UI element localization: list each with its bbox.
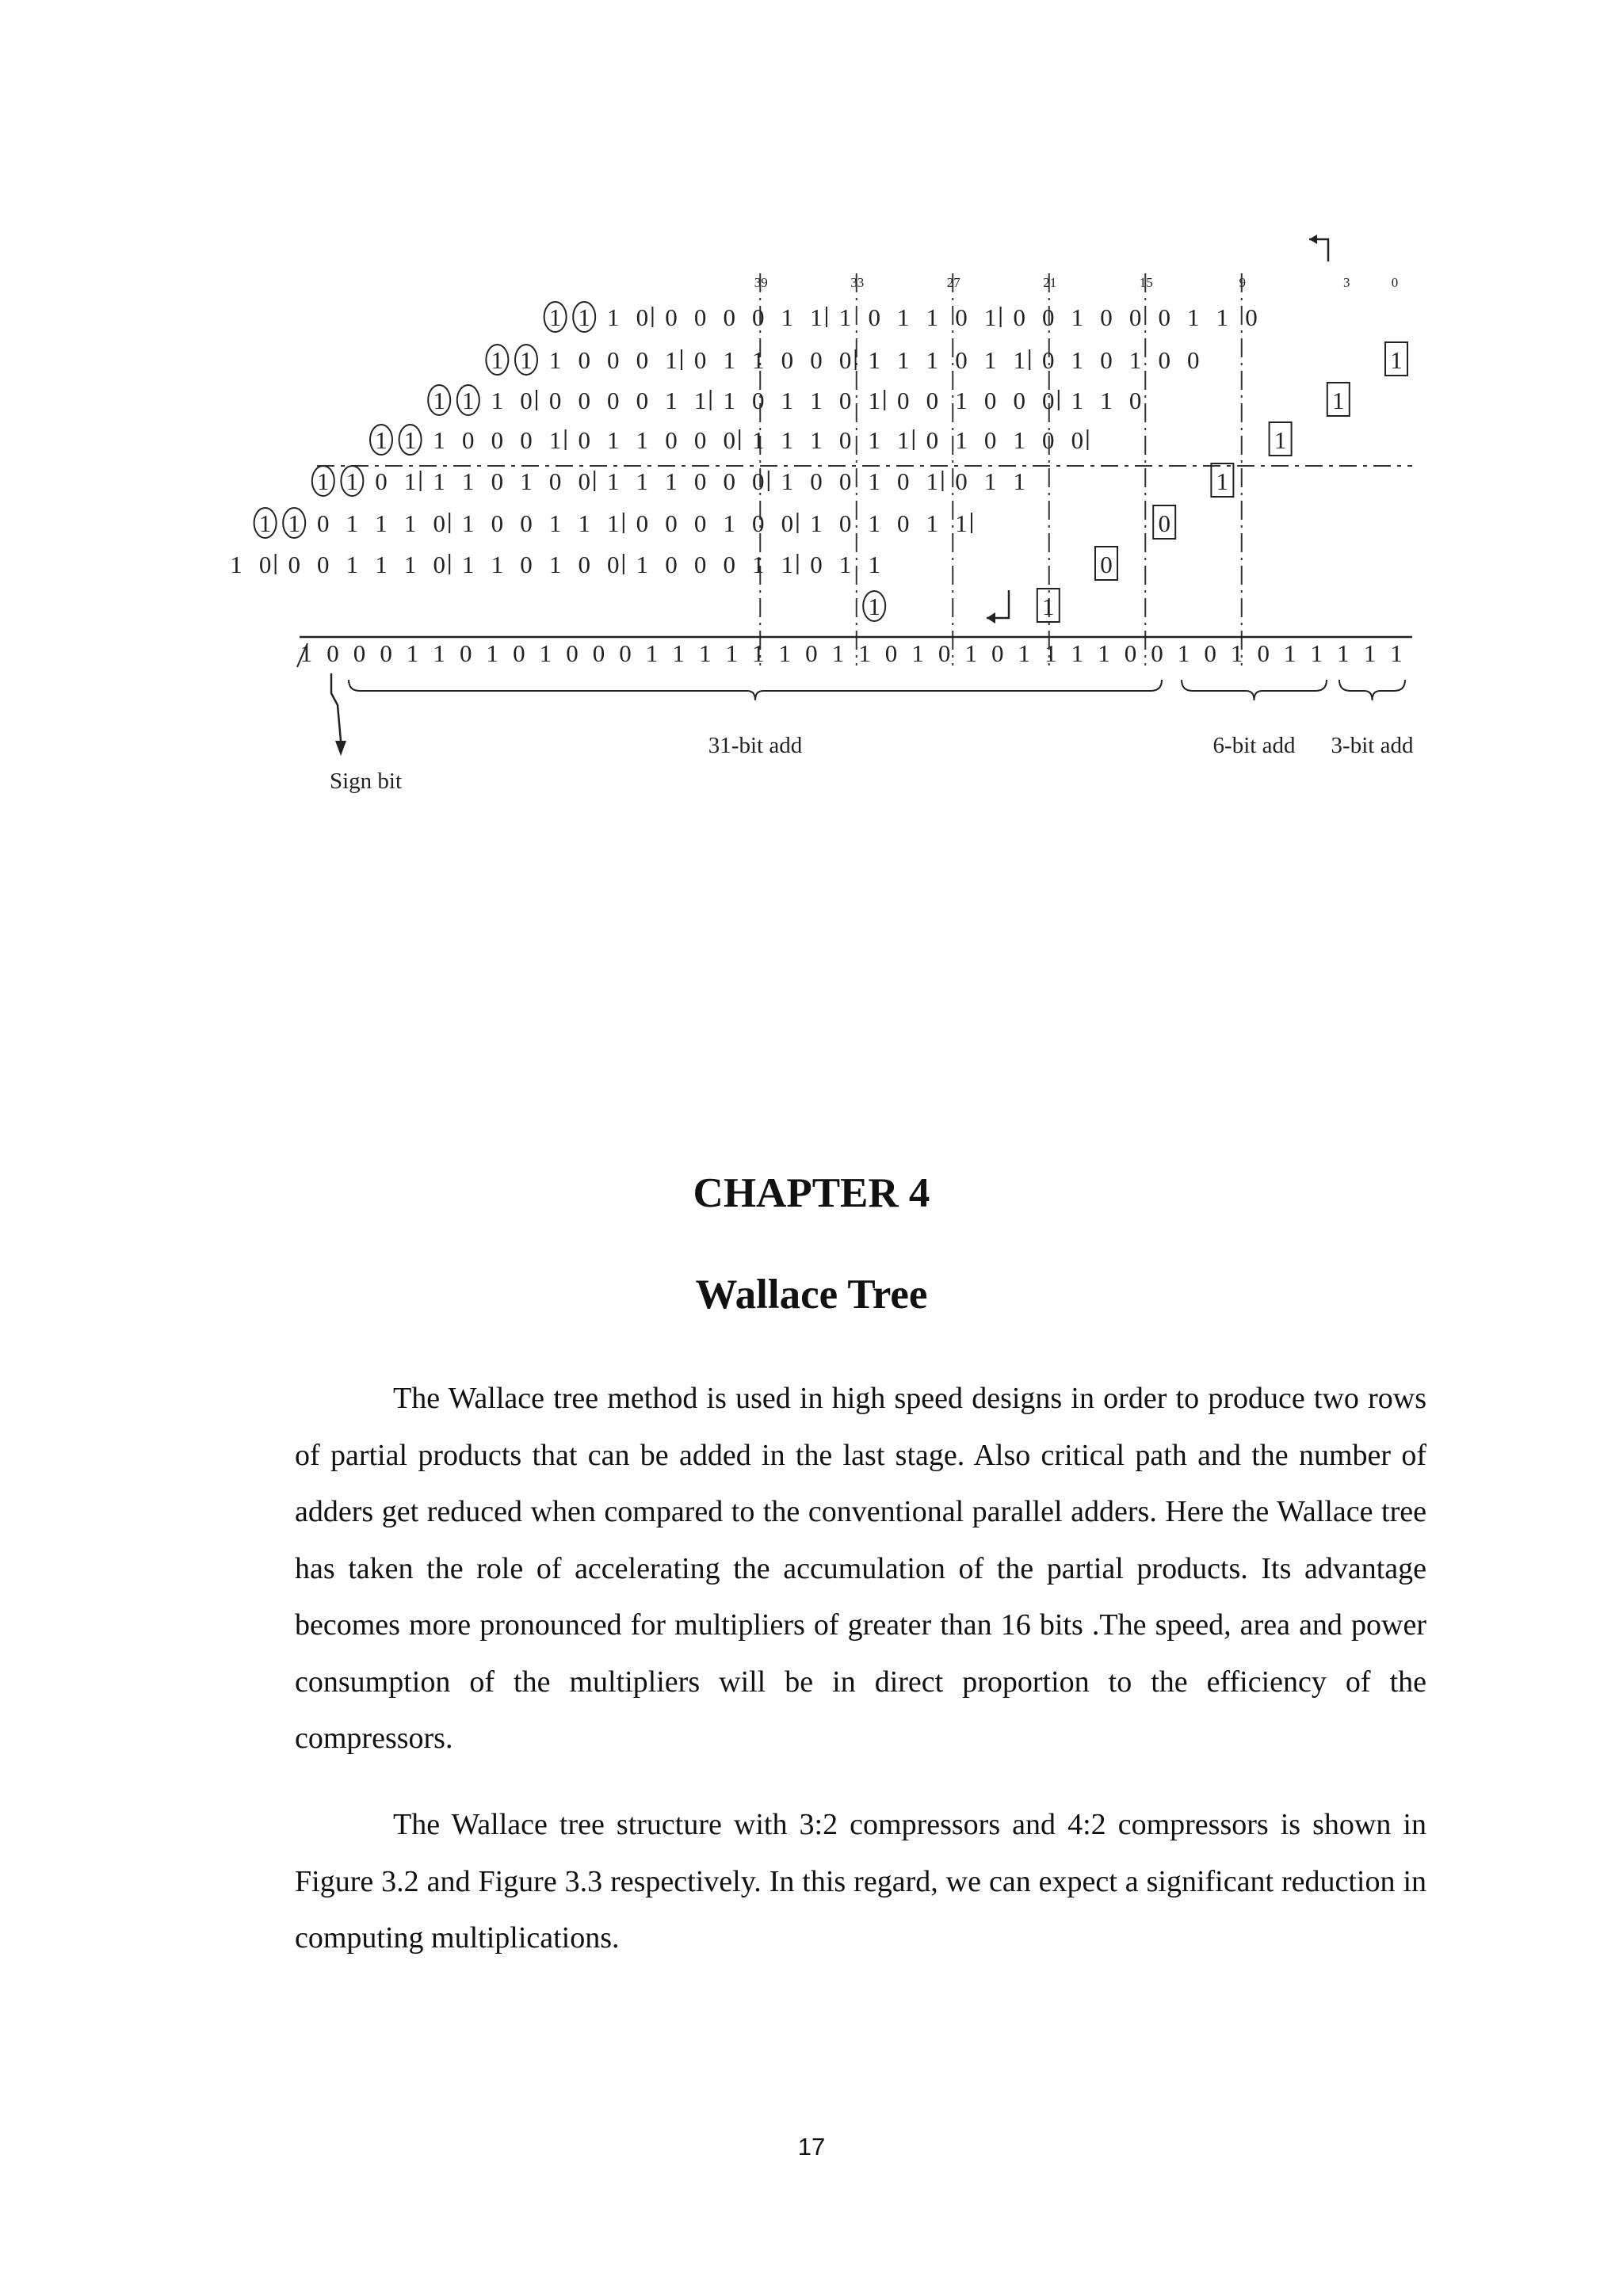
- bit: 1: [317, 467, 330, 495]
- bit: 1: [781, 551, 794, 578]
- bit: 1: [607, 467, 620, 495]
- bit: 1: [1013, 346, 1025, 374]
- bit: 0: [781, 346, 794, 374]
- bit: 1: [636, 426, 649, 454]
- column-marker-3: 3: [1343, 275, 1350, 290]
- bit: 1: [665, 387, 678, 414]
- corner-arrowhead-icon: [1309, 235, 1317, 244]
- bit: 0: [1128, 303, 1142, 331]
- bit: 1: [520, 346, 533, 374]
- bit: 1: [723, 346, 735, 374]
- bit: 1: [1100, 387, 1113, 414]
- bit: 0: [1013, 387, 1025, 414]
- result-bit: 1: [1363, 639, 1377, 667]
- partial-product-row-2: [486, 342, 1407, 376]
- bit: 1: [491, 551, 504, 578]
- bit: 0: [723, 551, 735, 578]
- bit: 0: [693, 551, 707, 578]
- bit: 1: [1071, 387, 1084, 414]
- bit: 1: [403, 509, 417, 537]
- bit: 1: [1013, 426, 1025, 454]
- partial-product-row-5: [312, 463, 1234, 497]
- result-bit: 1: [672, 639, 685, 667]
- bit: 0: [607, 551, 620, 578]
- result-bit: 0: [619, 639, 632, 667]
- bit: 0: [578, 467, 590, 495]
- bit: 0: [1042, 426, 1055, 454]
- bit: 0: [1245, 303, 1258, 331]
- bit: 0: [955, 346, 968, 374]
- boxed-bit: 0: [1158, 509, 1170, 537]
- bit: 0: [433, 551, 445, 578]
- bit: 0: [897, 467, 910, 495]
- bit: 0: [1071, 426, 1084, 454]
- result-bit: 0: [805, 639, 818, 667]
- result-bit: 1: [1310, 639, 1323, 667]
- bit: 1: [462, 387, 475, 414]
- bit: 0: [607, 387, 620, 414]
- result-bit: 1: [300, 639, 313, 667]
- bit: 1: [838, 551, 852, 578]
- bit: 0: [636, 303, 649, 331]
- bit: 1: [926, 346, 939, 374]
- bit: 0: [520, 551, 533, 578]
- bit: 0: [548, 467, 562, 495]
- result-bit: 1: [645, 639, 659, 667]
- bit: 1: [868, 346, 880, 374]
- bit: 1: [1216, 303, 1229, 331]
- bit: 1: [781, 387, 794, 414]
- bit: 1: [897, 346, 910, 374]
- bit: 1: [810, 509, 823, 537]
- bit: 0: [578, 551, 590, 578]
- boxed-bit: 1: [1216, 467, 1229, 495]
- bit: 1: [548, 426, 562, 454]
- bit: 1: [926, 467, 939, 495]
- bit: 1: [346, 509, 359, 537]
- bit: 1: [868, 387, 880, 414]
- boxed-bit: 0: [1100, 551, 1113, 578]
- result-bit: 0: [1124, 639, 1137, 667]
- partial-product-row-7: [230, 547, 1117, 580]
- bit: 1: [462, 509, 475, 537]
- bit: 0: [288, 551, 300, 578]
- column-marker-15: 15: [1139, 275, 1153, 290]
- result-bit: 1: [1018, 639, 1031, 667]
- bit: 1: [781, 303, 794, 331]
- bit: 0: [317, 551, 330, 578]
- bit: 1: [462, 551, 475, 578]
- bit: 1: [548, 551, 562, 578]
- partial-product-rows: [230, 302, 1407, 624]
- bit: 0: [520, 509, 533, 537]
- result-bit: 1: [1230, 639, 1243, 667]
- bit: 0: [462, 426, 475, 454]
- sign-arrow-line: [331, 673, 341, 741]
- bit: 1: [781, 426, 794, 454]
- sign-arrowhead-icon: [335, 741, 346, 756]
- bit: 0: [578, 387, 590, 414]
- bit: 0: [578, 426, 590, 454]
- bit: 0: [723, 426, 735, 454]
- bit: 1: [983, 467, 997, 495]
- bit: 0: [752, 387, 765, 414]
- bit: 1: [838, 303, 852, 331]
- result-bit: 1: [1177, 639, 1190, 667]
- result-bit: 1: [433, 639, 445, 667]
- bit: 0: [781, 509, 794, 537]
- result-bit: 1: [752, 639, 765, 667]
- result-bit: 0: [566, 639, 579, 667]
- bit: 0: [897, 509, 910, 537]
- page-number: 17: [797, 2133, 826, 2161]
- partial-product-row-3: [428, 383, 1350, 416]
- bit: 0: [752, 509, 765, 537]
- result-bit: 0: [592, 639, 605, 667]
- column-marker-9: 9: [1239, 275, 1246, 290]
- bit: 0: [433, 509, 445, 537]
- chapter-number: CHAPTER 4: [693, 1170, 930, 1216]
- bit: 0: [1100, 303, 1113, 331]
- bit: 1: [258, 509, 272, 537]
- bit: 1: [578, 303, 590, 331]
- brace-label-3: 3-bit add: [1331, 733, 1414, 758]
- column-marker-27: 27: [946, 275, 960, 290]
- bit: 0: [983, 387, 997, 414]
- bit: 1: [926, 303, 939, 331]
- bit: 0: [665, 426, 678, 454]
- bit: 0: [607, 346, 620, 374]
- bit: 0: [693, 509, 707, 537]
- bit: 0: [838, 426, 852, 454]
- bit: 1: [462, 467, 475, 495]
- paragraph-2: The Wallace tree structure with 3:2 compressors and 4:2 compressors is shown in Figure 3.2 and Figure 3.3 respectively. In this regard, we can expect a significant reduction in computing multiplications.: [295, 1808, 1426, 1955]
- bit: 1: [491, 346, 504, 374]
- bit: 1: [665, 467, 678, 495]
- boxed-bit: 1: [1274, 426, 1287, 454]
- bit: 1: [810, 426, 823, 454]
- result-bit: 1: [964, 639, 977, 667]
- bit: 0: [1158, 303, 1170, 331]
- bit: 1: [868, 467, 880, 495]
- partial-product-row-4: [370, 422, 1292, 456]
- bit: 0: [810, 346, 823, 374]
- bit: 1: [868, 593, 880, 620]
- result-bit: 1: [1337, 639, 1350, 667]
- bit: 1: [636, 551, 649, 578]
- result-bit: 1: [858, 639, 871, 667]
- bit: 0: [723, 467, 735, 495]
- result-bit: 1: [911, 639, 924, 667]
- bit: 0: [838, 467, 852, 495]
- bit: 1: [403, 551, 417, 578]
- bit: 0: [752, 303, 765, 331]
- bit: 0: [520, 387, 533, 414]
- result-bit: 0: [884, 639, 898, 667]
- bit: 0: [665, 303, 678, 331]
- bit: 0: [636, 387, 649, 414]
- bit: 1: [897, 426, 910, 454]
- bit: 0: [955, 467, 968, 495]
- bit: 1: [1128, 346, 1142, 374]
- result-bit: 0: [1151, 639, 1163, 667]
- bit: 1: [1187, 303, 1200, 331]
- partial-product-row-8: [863, 589, 1060, 622]
- bit: 0: [375, 467, 388, 495]
- bit: 0: [665, 551, 678, 578]
- bit: 0: [838, 509, 852, 537]
- bit: 0: [810, 467, 823, 495]
- bit: 0: [491, 509, 504, 537]
- result-bit: 1: [1390, 639, 1403, 667]
- result-bit: 0: [460, 639, 472, 667]
- bit: 1: [752, 346, 765, 374]
- bit: 0: [1042, 303, 1055, 331]
- result-bit: 1: [486, 639, 499, 667]
- bit: 0: [578, 346, 590, 374]
- bit: 1: [403, 467, 417, 495]
- bit: 0: [838, 387, 852, 414]
- bit: 1: [548, 303, 562, 331]
- bit: 0: [1042, 387, 1055, 414]
- bit: 0: [636, 346, 649, 374]
- result-bit: 0: [1257, 639, 1270, 667]
- result-bit: 1: [778, 639, 792, 667]
- bit: 1: [578, 509, 590, 537]
- bit: 0: [926, 387, 939, 414]
- bit: 1: [752, 551, 765, 578]
- result-bit: 1: [1098, 639, 1110, 667]
- brace-label-1: 31-bit add: [708, 733, 803, 758]
- brace-31-bit: [349, 680, 1162, 700]
- bit: 1: [491, 387, 504, 414]
- corner-arrow-icon: [1309, 239, 1328, 261]
- result-row: [297, 637, 1412, 667]
- column-marker-21: 21: [1043, 275, 1057, 290]
- bit: 1: [983, 303, 997, 331]
- bit: 0: [983, 426, 997, 454]
- bit: 0: [752, 467, 765, 495]
- bit: 1: [1071, 303, 1084, 331]
- column-marker-0: 0: [1391, 275, 1399, 290]
- bit: 1: [955, 387, 968, 414]
- adder-braces: [349, 680, 1414, 758]
- column-marker-33: 33: [850, 275, 865, 290]
- bit: 1: [955, 426, 968, 454]
- bit: 1: [868, 551, 880, 578]
- chapter-title: Wallace Tree: [695, 1272, 928, 1318]
- result-bit: 1: [1284, 639, 1296, 667]
- partial-product-diagram: [0, 0, 1623, 871]
- bit: 1: [346, 551, 359, 578]
- brace-6-bit: [1182, 680, 1327, 700]
- bit: 0: [1013, 303, 1025, 331]
- bit: 0: [491, 467, 504, 495]
- bit: 1: [548, 346, 562, 374]
- bit: 1: [375, 551, 388, 578]
- result-bit: 0: [938, 639, 951, 667]
- bit: 1: [897, 303, 910, 331]
- bit: 1: [665, 346, 678, 374]
- bit: 0: [693, 346, 707, 374]
- bit: 0: [723, 303, 735, 331]
- bit: 1: [375, 509, 388, 537]
- bit: 1: [433, 387, 445, 414]
- bit: 1: [955, 509, 968, 537]
- bit: 1: [607, 426, 620, 454]
- bit: 0: [1100, 346, 1113, 374]
- bit: 1: [230, 551, 242, 578]
- bit: 1: [636, 467, 649, 495]
- column-markers: [754, 235, 1399, 290]
- bit: 1: [607, 303, 620, 331]
- column-divider-lines: [760, 273, 1242, 666]
- bit: 1: [926, 509, 939, 537]
- brace-3-bit: [1339, 680, 1405, 700]
- bit: 0: [1042, 346, 1055, 374]
- bit: 1: [375, 426, 388, 454]
- result-bit: 1: [698, 639, 712, 667]
- return-arrowhead-icon: [987, 612, 995, 624]
- bit: 1: [983, 346, 997, 374]
- bit: 0: [636, 509, 649, 537]
- bit: 1: [868, 509, 880, 537]
- result-bit: 0: [380, 639, 392, 667]
- bit: 0: [520, 426, 533, 454]
- bit: 0: [693, 426, 707, 454]
- bit: 1: [607, 509, 620, 537]
- bit: 0: [1158, 346, 1170, 374]
- result-bit: 0: [327, 639, 339, 667]
- result-bit: 1: [1071, 639, 1084, 667]
- bit: 0: [955, 303, 968, 331]
- bit: 0: [897, 387, 910, 414]
- boxed-bit: 1: [1332, 387, 1345, 414]
- partial-product-row-6: [254, 505, 1176, 539]
- return-arrow-icon: [987, 590, 1009, 618]
- sign-bit-label: Sign bit: [330, 769, 403, 794]
- bit: 1: [752, 426, 765, 454]
- bit: 1: [1071, 346, 1084, 374]
- bit: 1: [810, 387, 823, 414]
- bit: 0: [868, 303, 880, 331]
- bit: 1: [723, 509, 735, 537]
- bit: 0: [665, 509, 678, 537]
- bit: 0: [1128, 387, 1142, 414]
- bit: 1: [433, 467, 445, 495]
- bit: 1: [693, 387, 707, 414]
- bit: 0: [838, 346, 852, 374]
- result-bit: 0: [991, 639, 1004, 667]
- result-bit: 1: [831, 639, 845, 667]
- brace-label-2: 6-bit add: [1212, 733, 1296, 758]
- bit: 0: [693, 303, 707, 331]
- bit: 0: [926, 426, 939, 454]
- bit: 1: [403, 426, 417, 454]
- bit: 1: [548, 509, 562, 537]
- bit: 1: [810, 303, 823, 331]
- bit: 0: [1187, 346, 1200, 374]
- bit: 0: [258, 551, 272, 578]
- boxed-bit: 1: [1042, 593, 1055, 620]
- bit: 1: [723, 387, 735, 414]
- partial-product-row-1: [544, 302, 1258, 332]
- result-bit: 1: [1044, 639, 1057, 667]
- bit: 0: [317, 509, 330, 537]
- bit: 1: [346, 467, 359, 495]
- bit: 1: [520, 467, 533, 495]
- result-bit: 1: [406, 639, 419, 667]
- bit: 1: [781, 467, 794, 495]
- bit: 1: [433, 426, 445, 454]
- bit: 1: [288, 509, 300, 537]
- result-bit: 0: [1204, 639, 1216, 667]
- bit: 0: [810, 551, 823, 578]
- result-bit: 1: [725, 639, 738, 667]
- boxed-bit: 1: [1390, 346, 1403, 374]
- bit: 1: [1013, 467, 1025, 495]
- bit: 0: [491, 426, 504, 454]
- paragraph-1: The Wallace tree method is used in high speed designs in order to produce two rows of partial products that can be added in the last stage. Also critical path and the number of adders get reduced when compared to the conventional parallel adders. Here the Wallace tree has taken the role of accelerating the accumulation of the partial products. Its advantage becomes more pronounced for multipliers of greater than 16 bits .The speed, area and power consumption of the multipliers will be in direct proportion to the efficiency of the compressors.: [295, 1382, 1426, 1755]
- column-marker-39: 39: [754, 275, 768, 290]
- result-bit: 0: [513, 639, 525, 667]
- result-bit: 0: [353, 639, 366, 667]
- bit: 0: [693, 467, 707, 495]
- bit: 1: [868, 426, 880, 454]
- result-bit: 1: [539, 639, 552, 667]
- bit: 0: [548, 387, 562, 414]
